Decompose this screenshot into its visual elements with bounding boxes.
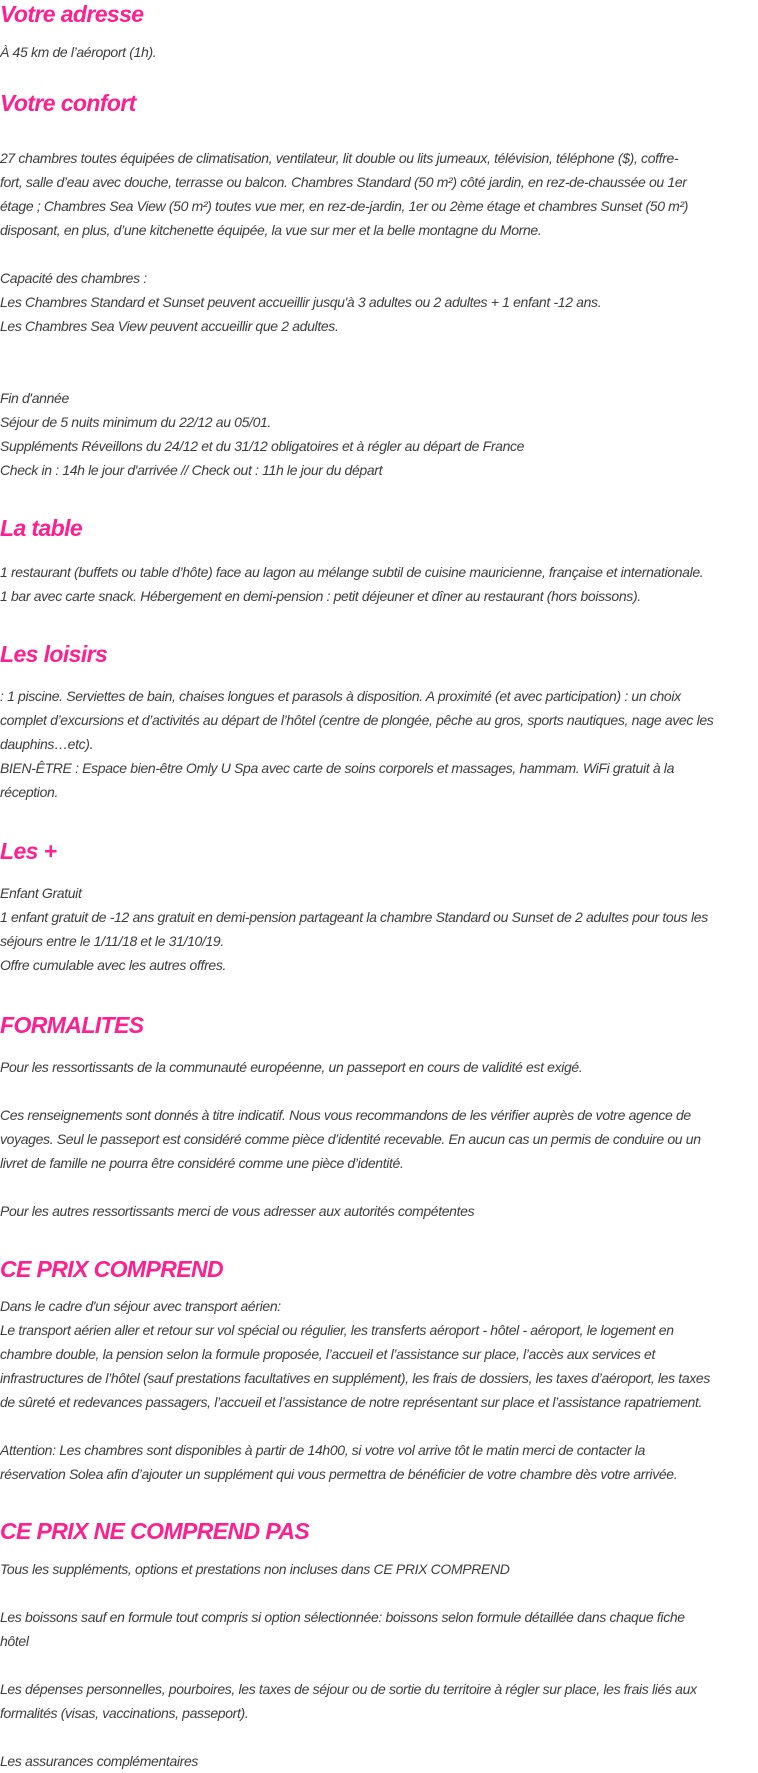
ne-comprend-pas-line: Les boissons sauf en formule tout compris si option sélectionnée: boissons selon formule détaillée dans chaque fiche xyxy=(0,1609,685,1625)
confort-year-end xyxy=(0,386,524,482)
ne-comprend-pas-line: hôtel xyxy=(0,1633,29,1649)
confort-line: 27 chambres toutes équipées de climatisation, ventilateur, lit double ou lits jumeaux, télévision, téléphone ($), coffre- xyxy=(0,150,679,166)
comprend-line: réservation Solea afin d’ajouter un supplément qui vous permettra de bénéficier de votre chambre dès votre arrivée. xyxy=(0,1466,678,1482)
ne-comprend-pas-p1 xyxy=(0,1557,510,1581)
ne-comprend-pas-p3 xyxy=(0,1677,697,1725)
section-title-ne-comprend-pas: CE PRIX NE COMPREND PAS xyxy=(0,1518,310,1544)
section-title-loisirs: Les loisirs xyxy=(0,641,108,667)
comprend-line: Attention: Les chambres sont disponibles à partir de 14h00, si votre vol arrive tôt le matin merci de contacter la xyxy=(0,1442,645,1458)
formalites-line: voyages. Seul le passeport est considéré comme pièce d’identité recevable. En aucun cas un permis de conduire ou un xyxy=(0,1131,701,1147)
ne-comprend-pas-line: Les assurances complémentaires xyxy=(0,1753,199,1769)
ne-comprend-pas-line: formalités (visas, vaccinations, passeport). xyxy=(0,1705,249,1721)
ne-comprend-pas-line: Tous les suppléments, options et prestations non incluses dans CE PRIX COMPREND xyxy=(0,1561,510,1577)
loisirs-line: BIEN-ÊTRE : Espace bien-être Omly U Spa avec carte de soins corporels et massages, hammam. WiFi gratuit à la xyxy=(0,760,675,776)
section-confort xyxy=(0,89,136,117)
formalites-line: Pour les autres ressortissants merci de vous adresser aux autorités compétentes xyxy=(0,1203,475,1219)
loisirs-body xyxy=(0,684,713,804)
comprend-line: de sûreté et redevances passagers, l’accueil et l’assistance de notre représentant sur place et l’assistance rapatriement. xyxy=(0,1394,703,1410)
section-title-formalites: FORMALITES xyxy=(0,1012,144,1038)
confort-description xyxy=(0,146,688,242)
comprend-p2 xyxy=(0,1438,677,1486)
comprend-p1 xyxy=(0,1294,710,1414)
plus-line: 1 enfant gratuit de -12 ans gratuit en demi-pension partageant la chambre Standard ou Sunset de 2 adultes pour tous les xyxy=(0,909,708,925)
adresse-line: À 45 km de l’aéroport (1h). xyxy=(0,44,157,60)
formalites-line: livret de famille ne pourra être considéré comme une pièce d’identité. xyxy=(0,1155,404,1171)
formalites-line: Ces renseignements sont donnés à titre indicatif. Nous vous recommandons de les vérifier auprès de votre agence de xyxy=(0,1107,691,1123)
ne-comprend-pas-p4 xyxy=(0,1749,198,1773)
plus-body xyxy=(0,881,708,977)
section-ne-comprend-pas xyxy=(0,1517,309,1545)
section-title-table: La table xyxy=(0,515,83,541)
year-end-line: Séjour de 5 nuits minimum du 22/12 au 05/01. xyxy=(0,414,271,430)
loisirs-line: réception. xyxy=(0,784,58,800)
confort-line: fort, salle d’eau avec douche, terrasse ou balcon. Chambres Standard (50 m²) côté jardin, en rez-de-chaussée ou 1er xyxy=(0,174,687,190)
year-end-line: Check in : 14h le jour d'arrivée // Check out : 11h le jour du départ xyxy=(0,462,383,478)
ne-comprend-pas-p2 xyxy=(0,1605,685,1653)
section-adresse xyxy=(0,0,144,28)
plus-line: séjours entre le 1/11/18 et le 31/10/19. xyxy=(0,933,224,949)
loisirs-line: : 1 piscine. Serviettes de bain, chaises longues et parasols à disposition. A proximité (et avec participation) : un choix xyxy=(0,688,681,704)
formalites-p3 xyxy=(0,1199,474,1223)
confort-capacity xyxy=(0,266,601,338)
section-formalites xyxy=(0,1011,144,1039)
section-table xyxy=(0,514,82,542)
section-title-comprend: CE PRIX COMPREND xyxy=(0,1256,223,1282)
section-loisirs xyxy=(0,640,107,668)
formalites-line: Pour les ressortissants de la communauté européenne, un passeport en cours de validité est exigé. xyxy=(0,1059,583,1075)
section-title-plus: Les + xyxy=(0,838,57,864)
comprend-line: Le transport aérien aller et retour sur vol spécial ou régulier, les transferts aéroport - hôtel - aéroport, le logement en xyxy=(0,1322,674,1338)
comprend-line: Dans le cadre d'un séjour avec transport aérien: xyxy=(0,1298,281,1314)
comprend-line: chambre double, la pension selon la formule proposée, l’accueil et l’assistance sur place, l’accès aux services et xyxy=(0,1346,656,1362)
year-end-line: Suppléments Réveillons du 24/12 et du 31/12 obligatoires et à régler au départ de France xyxy=(0,438,525,454)
year-end-line: Fin d'année xyxy=(0,390,69,406)
adresse-body xyxy=(0,40,156,64)
capacity-line: Capacité des chambres : xyxy=(0,270,147,286)
table-body xyxy=(0,560,703,608)
plus-line: Offre cumulable avec les autres offres. xyxy=(0,957,227,973)
comprend-line: infrastructures de l’hôtel (sauf prestations facultatives en supplément), les frais de dossiers, les taxes d’aéroport, les taxes xyxy=(0,1370,711,1386)
confort-line: étage ; Chambres Sea View (50 m²) toutes vue mer, en rez-de-jardin, 1er ou 2ème étage et chambres Sunset (50 m²) xyxy=(0,198,689,214)
ne-comprend-pas-line: Les dépenses personnelles, pourboires, les taxes de séjour ou de sortie du territoire à régler sur place, les frais liés aux xyxy=(0,1681,697,1697)
section-comprend xyxy=(0,1255,223,1283)
plus-line: Enfant Gratuit xyxy=(0,885,82,901)
section-title-adresse: Votre adresse xyxy=(0,1,144,27)
section-plus xyxy=(0,837,56,865)
table-line: 1 restaurant (buffets ou table d’hôte) face au lagon au mélange subtil de cuisine mauricienne, française et internationale. xyxy=(0,564,704,580)
table-line: 1 bar avec carte snack. Hébergement en demi-pension : petit déjeuner et dîner au restaurant (hors boissons). xyxy=(0,588,641,604)
confort-line: disposant, en plus, d’une kitchenette équipée, la vue sur mer et la belle montagne du Morne. xyxy=(0,222,542,238)
loisirs-line: complet d’excursions et d’activités au départ de l’hôtel (centre de plongée, pêche au gros, sports nautiques, nage avec les xyxy=(0,712,714,728)
section-title-confort: Votre confort xyxy=(0,90,136,116)
loisirs-line: dauphins…etc). xyxy=(0,736,94,752)
capacity-line: Les Chambres Standard et Sunset peuvent accueillir jusqu'à 3 adultes ou 2 adultes + 1 enfant -12 ans. xyxy=(0,294,602,310)
formalites-p2 xyxy=(0,1103,701,1175)
formalites-p1 xyxy=(0,1055,582,1079)
capacity-line: Les Chambres Sea View peuvent accueillir que 2 adultes. xyxy=(0,318,339,334)
